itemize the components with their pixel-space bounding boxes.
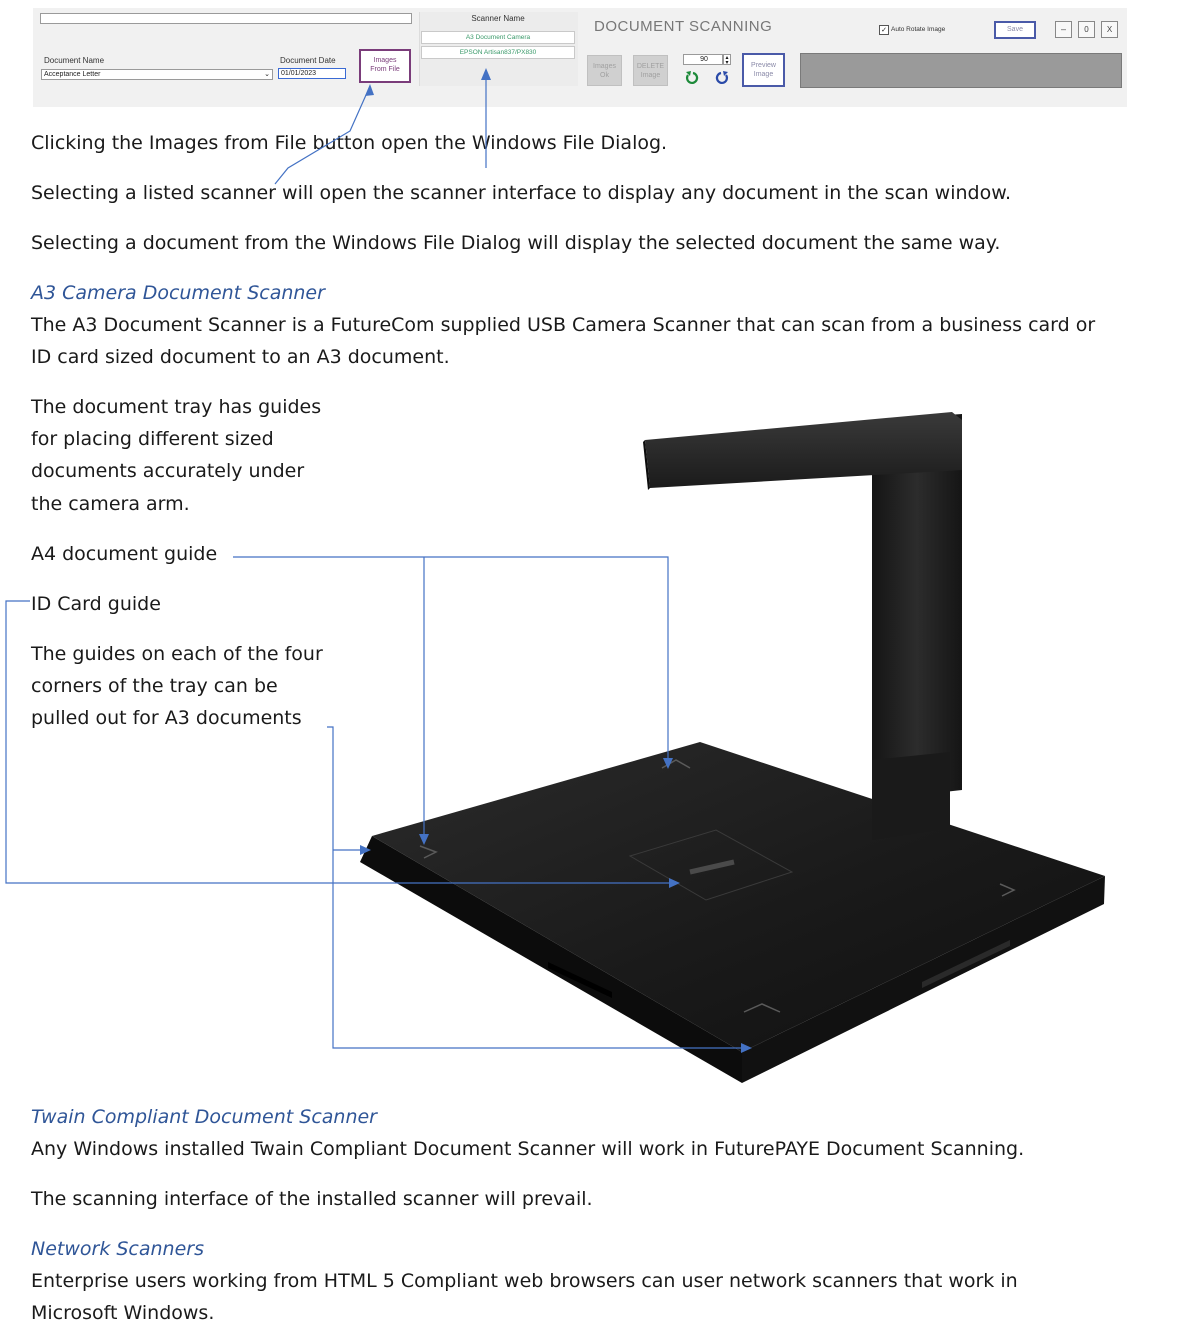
tray-text-line4: the camera arm. [31,493,190,515]
twain-paragraph-2: The scanning interface of the installed scanner will prevail. [31,1188,593,1210]
corners-text-line2: corners of the tray can be [31,675,278,697]
tray-text-line2: for placing different sized [31,428,274,450]
a3-paragraph-line2: ID card sized document to an A3 document. [31,346,450,368]
minimize-button[interactable]: – [1055,21,1072,38]
scanner-item-epson[interactable]: EPSON Artisan837/PX830 [421,46,575,59]
corners-text-line1: The guides on each of the four [31,643,323,665]
images-from-file-label-line2: From File [370,66,400,73]
scanner-name-header: Scanner Name [471,14,525,23]
images-ok-label-line1: Images [593,63,616,70]
rotation-input[interactable]: 90 [683,54,723,65]
corners-text-line3: pulled out for A3 documents [31,707,302,729]
document-date-input[interactable]: 01/01/2023 [278,68,346,79]
delete-image-label-line1: DELETE [636,63,665,70]
document-name-value: Acceptance Letter [44,71,101,78]
paragraph-select-scanner: Selecting a listed scanner will open the scanner interface to display any document in the scan window. [31,182,1012,204]
twain-paragraph-1: Any Windows installed Twain Compliant Document Scanner will work in FuturePAYE Document Scanning. [31,1138,1025,1160]
window-title: DOCUMENT SCANNING [594,18,773,35]
preview-image-label-line2: Image [753,71,774,78]
scanner-item-a3-camera[interactable]: A3 Document Camera [421,31,575,44]
close-button[interactable]: X [1101,21,1118,38]
heading-a3-scanner: A3 Camera Document Scanner [31,282,325,304]
paragraph-select-document: Selecting a document from the Windows File Dialog will display the selected document the same way. [31,232,1001,254]
auto-rotate-checkbox[interactable]: ✓ [879,25,889,35]
tray-text-line1: The document tray has guides [31,396,322,418]
a4-guide-label: A4 document guide [31,543,218,565]
rotation-spinner-icon[interactable]: ▴ ▾ [723,54,731,65]
images-ok-label-line2: Ok [600,72,609,79]
maximize-button[interactable]: 0 [1078,21,1095,38]
save-button[interactable]: Save [994,21,1036,39]
network-paragraph-line1: Enterprise users working from HTML 5 Compliant web browsers can user network scanners that work in [31,1270,1018,1292]
chevron-down-icon: ⌄ [264,71,270,78]
network-paragraph-line2: Microsoft Windows. [31,1302,215,1324]
heading-twain-scanner: Twain Compliant Document Scanner [31,1106,377,1128]
paragraph-images-from-file: Clicking the Images from File button open the Windows File Dialog. [31,132,668,154]
document-date-label: Document Date [280,56,336,65]
preview-image-label-line1: Preview [751,62,776,69]
id-card-guide-label: ID Card guide [31,593,161,615]
delete-image-label-line2: Image [640,72,661,79]
a3-paragraph-line1: The A3 Document Scanner is a FutureCom supplied USB Camera Scanner that can scan from a business card or [31,314,1096,336]
document-name-label: Document Name [44,56,105,65]
tray-text-line3: documents accurately under [31,460,305,482]
auto-rotate-label: Auto Rotate Image [891,26,946,33]
heading-network-scanners: Network Scanners [31,1238,205,1260]
images-from-file-label-line1: Images [373,57,397,64]
